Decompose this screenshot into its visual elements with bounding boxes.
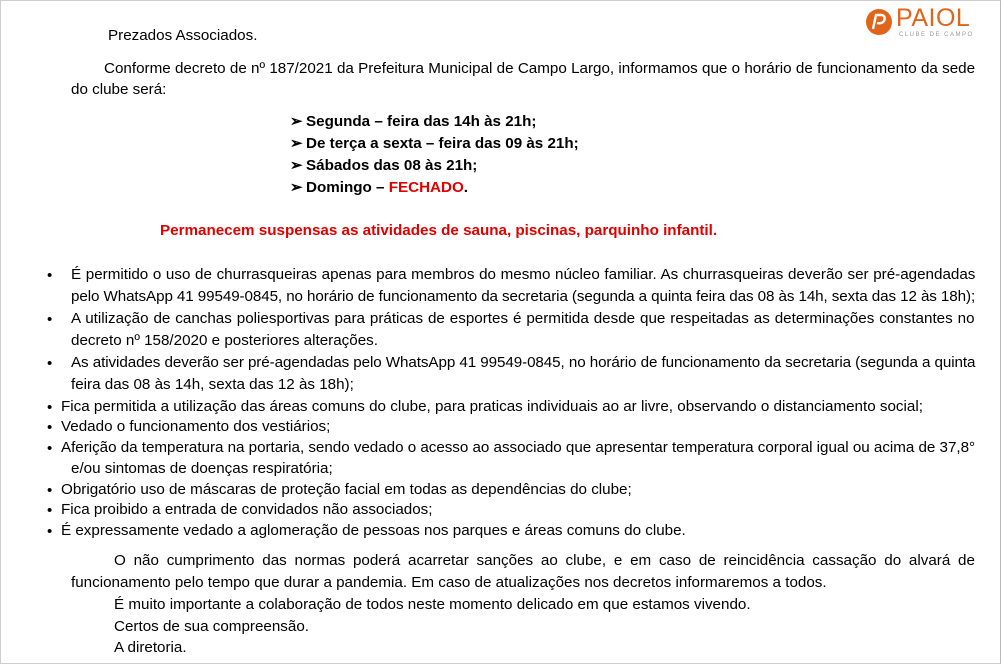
bullet-dot-icon: • [47,482,53,499]
intro-line-2: do clube será: [71,81,167,98]
schedule-item: ➢ Segunda – feira das 14h às 21h; [290,113,537,130]
closed-status: FECHADO [388,179,464,196]
arrow-bullet-icon: ➢ [290,157,303,174]
paiol-logo [864,4,974,42]
bullet-1-line-1: É permitido o uso de churrasqueiras apenas para membros do mesmo núcleo familiar. As churrasqueiras deverão ser pré-agendadas [71,266,976,283]
intro-line-1: Conforme decreto de nº 187/2021 da Prefeitura Municipal de Campo Largo, informamos que o horário de funcionamento da sede [104,60,976,77]
bullet-2-line-2: decreto nº 158/2020 e posteriores alterações. [71,332,378,349]
bullet-9: É expressamente vedado a aglomeração de pessoas nos parques e áreas comuns do clube. [61,522,686,539]
bullet-dot-icon: • [47,523,53,540]
closing-para-2: É muito importante a colaboração de todos neste momento delicado em que estamos vivendo. [114,596,751,613]
schedule-item: ➢ Sábados das 08 às 21h; [290,157,478,174]
bullet-dot-icon: • [47,399,53,416]
bullet-dot-icon: • [47,355,53,372]
schedule-item: ➢ Domingo – FECHADO. [290,179,469,196]
bullet-dot-icon: • [47,267,53,284]
bullet-5: Vedado o funcionamento dos vestiários; [61,418,331,435]
bullet-6-line-1: Aferição da temperatura na portaria, sendo vedado o acesso ao associado que apresentar temperatura corporal igual ou acima de 37,8° [61,439,976,456]
bullet-1-line-2: pelo WhatsApp 41 99549-0845, no horário de funcionamento da secretaria (segunda a quinta feira das 08 às 14h, sexta das 12 às 18h); [71,288,976,305]
logo-tagline: CLUBE DE CAMPO [899,32,974,38]
closing-para-1-line-1: O não cumprimento das normas poderá acarretar sanções ao clube, e em caso de reincidência cassação do alvará de [114,552,975,569]
bullet-3-line-2: feira das 08 às 14h, sexta das 12 às 18h); [71,376,354,393]
bullet-6-line-2: e/ou sintomas de doenças respiratória; [71,460,333,477]
bullet-8: Fica proibido a entrada de convidados não associados; [61,501,433,518]
bullet-dot-icon: • [47,440,53,457]
logo-name: PAIOL [896,4,971,32]
bullet-7: Obrigatório uso de máscaras de proteção facial em todas as dependências do clube; [61,481,632,498]
bullet-2-line-1: A utilização de canchas poliesportivas para práticas de esportes é permitida desde que respeitadas as determinações constantes no [71,310,975,327]
arrow-bullet-icon: ➢ [290,113,303,130]
schedule-item: ➢ De terça a sexta – feira das 09 às 21h; [290,135,579,152]
greeting: Prezados Associados. [108,27,258,44]
bullet-3-line-1: As atividades deverão ser pré-agendadas pelo WhatsApp 41 99549-0845, no horário de funcionamento da secretaria (segunda a quinta [71,354,976,371]
signature: A diretoria. [114,639,187,656]
bullet-4: Fica permitida a utilização das áreas comuns do clube, para praticas individuais ao ar livre, observando o distanciamento social; [61,398,923,415]
bullet-dot-icon: • [47,502,53,519]
bullet-dot-icon: • [47,311,53,328]
bullet-dot-icon: • [47,419,53,436]
arrow-bullet-icon: ➢ [290,179,303,196]
suspended-notice: Permanecem suspensas as atividades de sauna, piscinas, parquinho infantil. [160,222,718,239]
arrow-bullet-icon: ➢ [290,135,303,152]
paiol-logo-icon [864,7,894,37]
closing-para-1-line-2: funcionamento pelo tempo que durar a pandemia. Em caso de atualizações nos decretos informaremos a todos. [71,574,827,591]
closing-para-3: Certos de sua compreensão. [114,618,310,635]
